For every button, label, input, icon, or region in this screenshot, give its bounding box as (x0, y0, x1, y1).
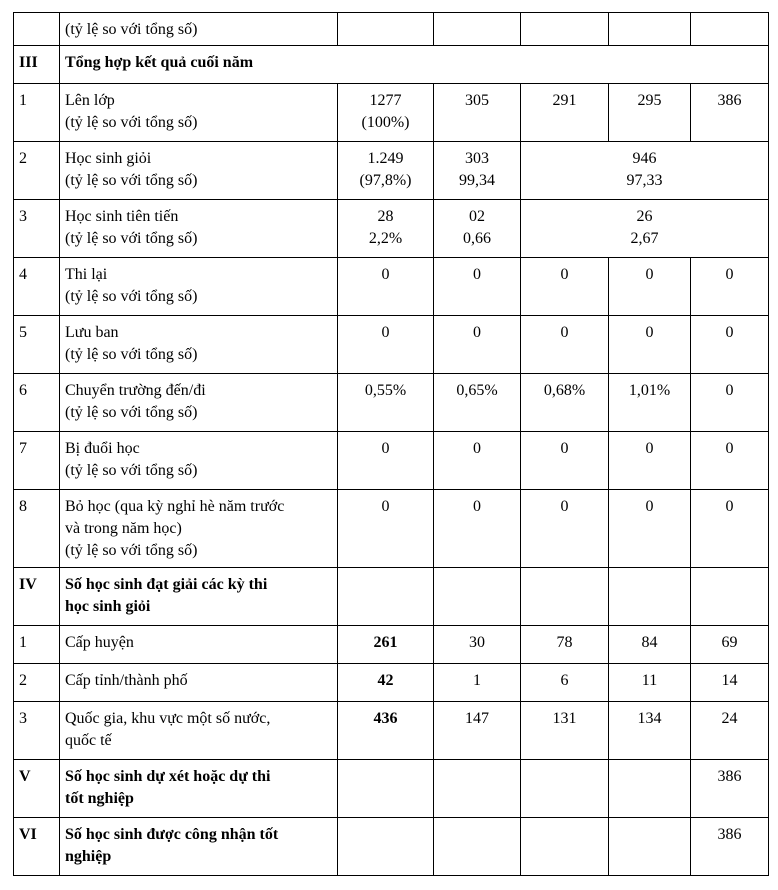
cell-total: 0,55% (338, 374, 434, 432)
section-number: VI (14, 818, 60, 876)
section-number: IV (14, 568, 60, 626)
cell-total: 0 (338, 432, 434, 490)
cell-col2: 78 (521, 626, 609, 664)
row-label: Học sinh tiên tiến (tỷ lệ so với tổng số) (60, 200, 338, 258)
cell-col1 (434, 13, 521, 46)
row-number: 7 (14, 432, 60, 490)
cell-col1: 30 (434, 626, 521, 664)
row-label: Chuyển trường đến/đi (tỷ lệ so với tổng số) (60, 374, 338, 432)
cell-total (338, 568, 434, 626)
section-number: III (14, 46, 60, 84)
cell-col1: 1 (434, 664, 521, 702)
cell-col3: 84 (609, 626, 691, 664)
table-row (14, 200, 769, 258)
table-row (14, 46, 769, 84)
table-row (14, 702, 769, 760)
cell-col3: 0 (609, 490, 691, 568)
cell-col2: 0,68% (521, 374, 609, 432)
cell-col4: 386 (691, 84, 769, 142)
row-label: Bị đuổi học (tỷ lệ so với tổng số) (60, 432, 338, 490)
table-row (14, 84, 769, 142)
cell-col1: 147 (434, 702, 521, 760)
cell-col1: 0 (434, 258, 521, 316)
cell-col1: 0 (434, 316, 521, 374)
row-label: Lưu ban (tỷ lệ so với tổng số) (60, 316, 338, 374)
cell-col3: 295 (609, 84, 691, 142)
section-title: Số học sinh dự xét hoặc dự thi tốt nghiệp (60, 760, 338, 818)
cell-merged: 26 2,67 (521, 200, 769, 258)
table-row (14, 760, 769, 818)
table-row (14, 374, 769, 432)
cell-total: 42 (338, 664, 434, 702)
cell-col4: 0 (691, 258, 769, 316)
cell-col1: 0,65% (434, 374, 521, 432)
cell-col1: 0 (434, 490, 521, 568)
cell-col2: 291 (521, 84, 609, 142)
cell-total: 0 (338, 316, 434, 374)
cell-col2 (521, 818, 609, 876)
cell-col2: 0 (521, 432, 609, 490)
row-label: Cấp tỉnh/thành phố (60, 664, 338, 702)
row-label: Học sinh giỏi (tỷ lệ so với tổng số) (60, 142, 338, 200)
row-label: Lên lớp (tỷ lệ so với tổng số) (60, 84, 338, 142)
cell-col3: 11 (609, 664, 691, 702)
cell-col4: 386 (691, 818, 769, 876)
cell-col2: 6 (521, 664, 609, 702)
row-label: Quốc gia, khu vực một số nước, quốc tế (60, 702, 338, 760)
cell-col1 (434, 760, 521, 818)
cell-col3 (609, 568, 691, 626)
row-number: 2 (14, 664, 60, 702)
row-number: 6 (14, 374, 60, 432)
cell-col4: 14 (691, 664, 769, 702)
table-row (14, 142, 769, 200)
cell-total: 1277 (100%) (338, 84, 434, 142)
section-number: V (14, 760, 60, 818)
cell-col4: 69 (691, 626, 769, 664)
section-title: Số học sinh đạt giải các kỳ thi học sinh giỏi (60, 568, 338, 626)
cell-col3 (609, 13, 691, 46)
cell-total (338, 760, 434, 818)
cell-total: 0 (338, 258, 434, 316)
table-row (14, 664, 769, 702)
cell-total: 28 2,2% (338, 200, 434, 258)
table-row (14, 316, 769, 374)
table-row (14, 432, 769, 490)
row-number: 3 (14, 200, 60, 258)
row-label: Thi lại (tỷ lệ so với tổng số) (60, 258, 338, 316)
table-row (14, 818, 769, 876)
row-number: 5 (14, 316, 60, 374)
cell-total: 436 (338, 702, 434, 760)
cell-col4: 0 (691, 490, 769, 568)
results-table (13, 12, 769, 876)
row-number: 1 (14, 84, 60, 142)
cell-total: 1.249 (97,8%) (338, 142, 434, 200)
cell-col4 (691, 568, 769, 626)
row-number: 1 (14, 626, 60, 664)
cell-col2 (521, 13, 609, 46)
row-number (14, 13, 60, 46)
cell-col2: 0 (521, 490, 609, 568)
cell-col4: 386 (691, 760, 769, 818)
row-label: (tỷ lệ so với tổng số) (60, 13, 338, 46)
cell-col4: 24 (691, 702, 769, 760)
cell-col2: 0 (521, 258, 609, 316)
row-number: 4 (14, 258, 60, 316)
row-number: 3 (14, 702, 60, 760)
cell-col4: 0 (691, 374, 769, 432)
section-title: Tổng hợp kết quả cuối năm (60, 46, 769, 84)
cell-col3: 134 (609, 702, 691, 760)
cell-total (338, 818, 434, 876)
cell-col3: 0 (609, 316, 691, 374)
cell-col3: 1,01% (609, 374, 691, 432)
cell-col4: 0 (691, 432, 769, 490)
cell-col3 (609, 760, 691, 818)
cell-col2 (521, 568, 609, 626)
cell-col4: 0 (691, 316, 769, 374)
cell-col1: 303 99,34 (434, 142, 521, 200)
cell-col2: 131 (521, 702, 609, 760)
cell-col1: 0 (434, 432, 521, 490)
table-row (14, 626, 769, 664)
row-label: Cấp huyện (60, 626, 338, 664)
cell-col3 (609, 818, 691, 876)
cell-total: 261 (338, 626, 434, 664)
row-label: Bỏ học (qua kỳ nghỉ hè năm trước và trong năm học) (tỷ lệ so với tổng số) (60, 490, 338, 568)
cell-col1 (434, 818, 521, 876)
cell-merged: 946 97,33 (521, 142, 769, 200)
cell-col1: 02 0,66 (434, 200, 521, 258)
row-number: 8 (14, 490, 60, 568)
cell-col1: 305 (434, 84, 521, 142)
cell-total (338, 13, 434, 46)
table-row (14, 258, 769, 316)
table-row (14, 568, 769, 626)
cell-col2 (521, 760, 609, 818)
table-row (14, 13, 769, 46)
cell-col4 (691, 13, 769, 46)
row-number: 2 (14, 142, 60, 200)
cell-col1 (434, 568, 521, 626)
cell-col3: 0 (609, 258, 691, 316)
cell-col3: 0 (609, 432, 691, 490)
cell-total: 0 (338, 490, 434, 568)
cell-col2: 0 (521, 316, 609, 374)
section-title: Số học sinh được công nhận tốt nghiệp (60, 818, 338, 876)
table-row (14, 490, 769, 568)
